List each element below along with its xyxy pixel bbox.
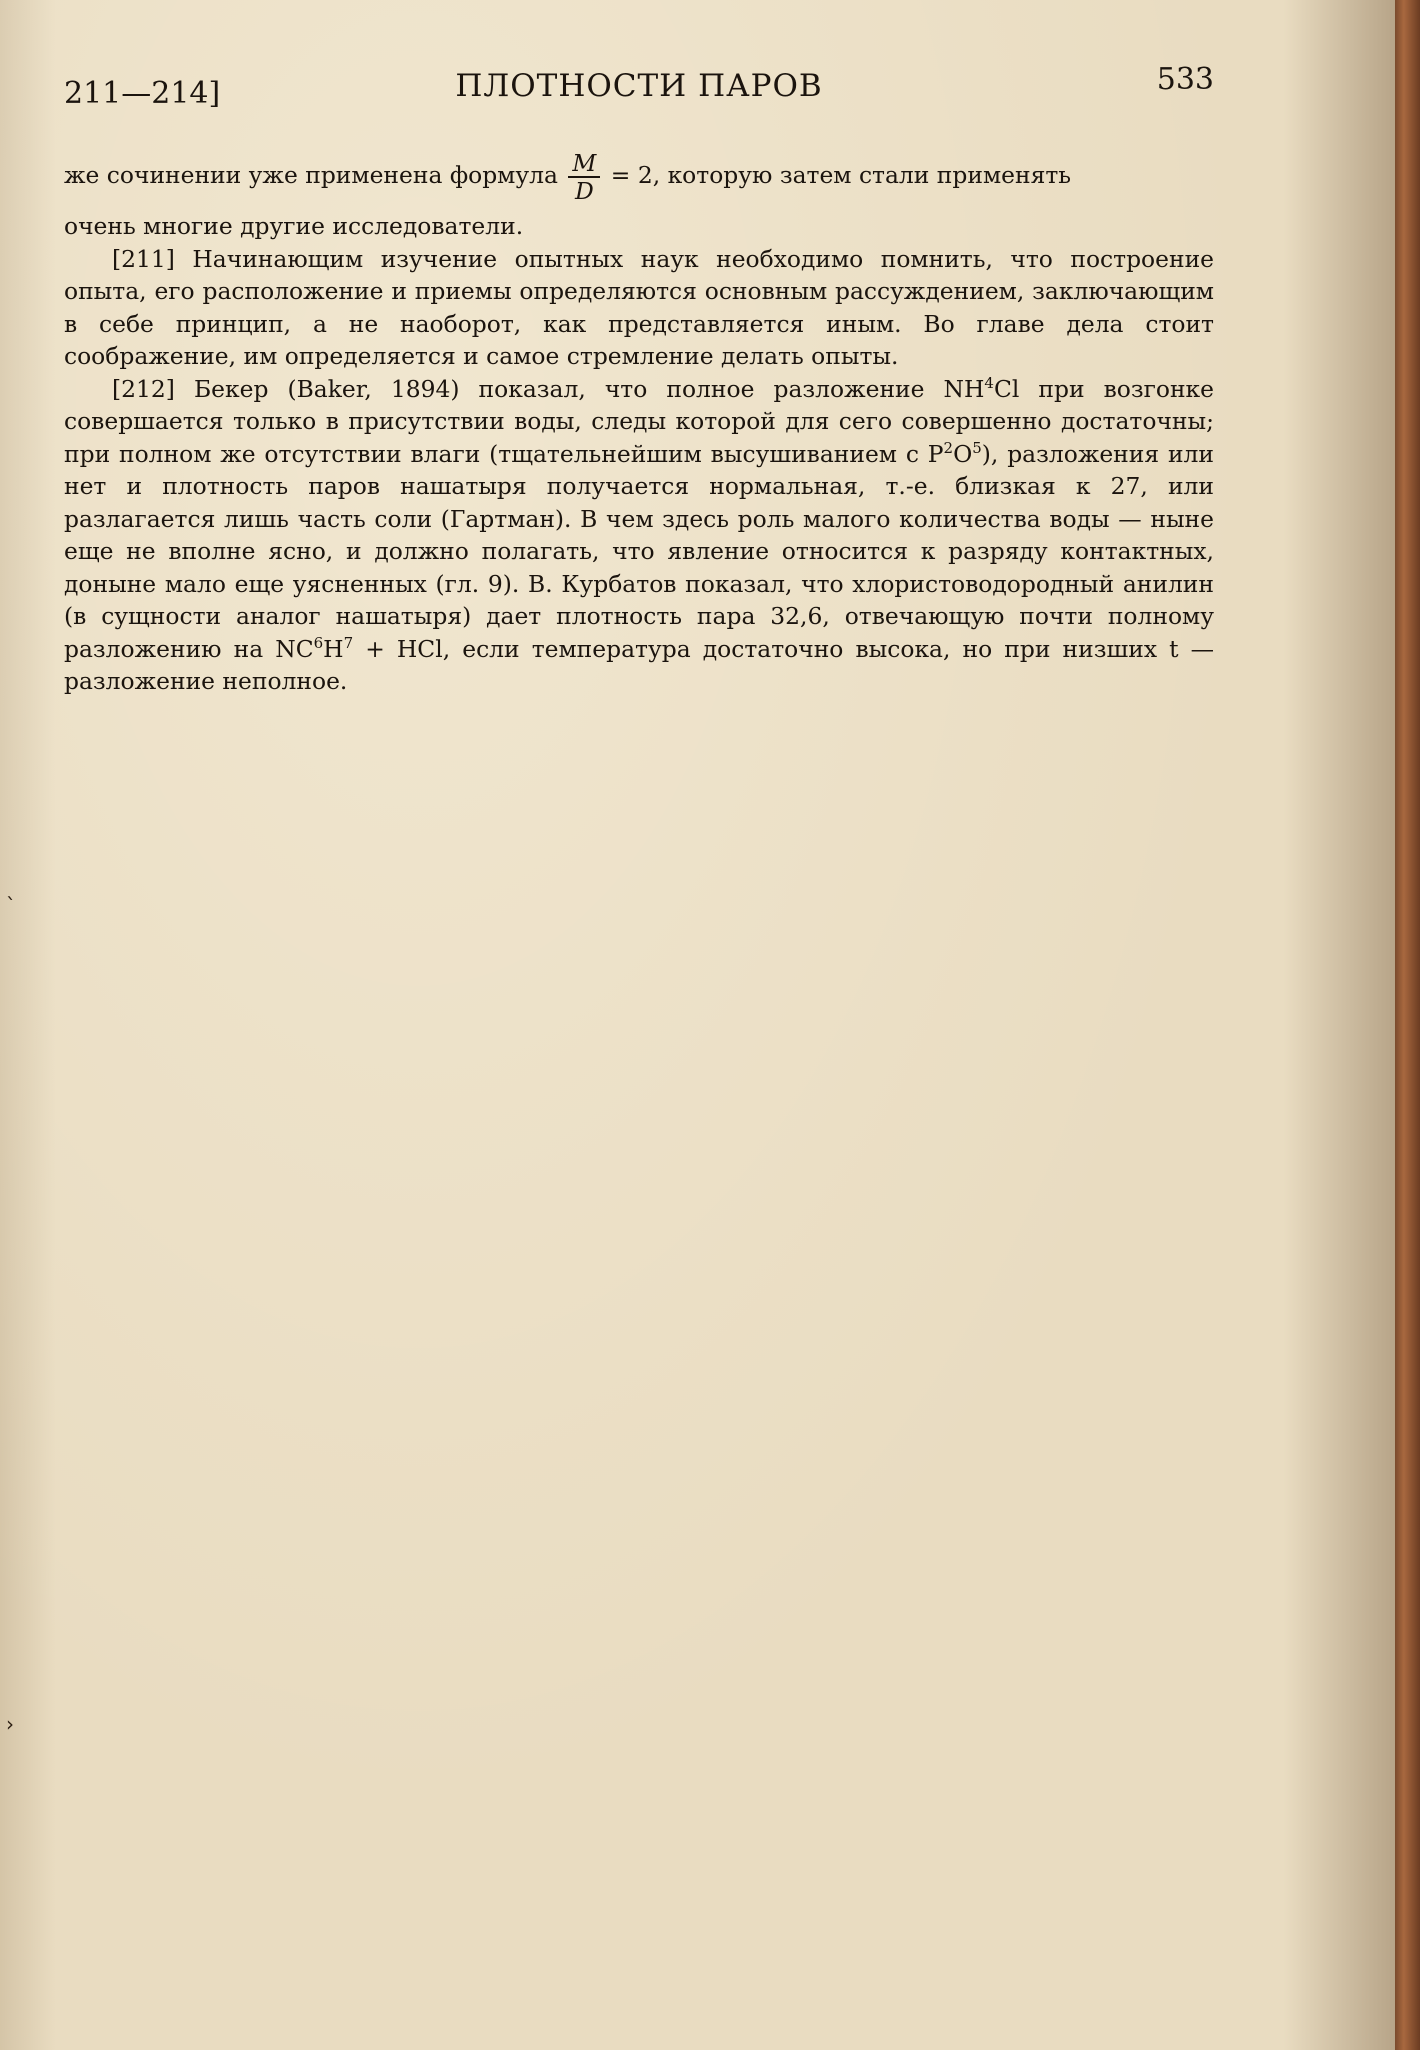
p212-text: H xyxy=(323,634,344,663)
page-header xyxy=(64,62,1214,112)
book-binding xyxy=(1395,0,1420,2050)
p212-sup: 2 xyxy=(943,438,954,457)
intro-text-after: = 2, которую затем стали применять xyxy=(610,161,1072,189)
p212-text: [212] Бекер (Baker, 1894) показал, что полное разложение NH xyxy=(112,374,985,403)
formula-denominator: D xyxy=(574,176,594,205)
page-body xyxy=(64,140,1214,698)
formula-numerator: M xyxy=(568,150,600,178)
intro-line-1 xyxy=(64,140,1214,210)
intro-line-2: очень многие другие исследователи. xyxy=(64,212,524,240)
page-number: 533 xyxy=(1156,62,1214,97)
p212-sup: 5 xyxy=(972,438,982,457)
formula-fraction xyxy=(568,150,600,204)
running-title: ПЛОТНОСТИ ПАРОВ xyxy=(455,68,823,104)
p212-sup: 4 xyxy=(984,373,994,392)
p212-sup: 6 xyxy=(313,633,324,652)
intro-text-before: же сочинении уже применена формула xyxy=(64,161,558,189)
paragraph-212 xyxy=(64,373,1214,698)
section-range: 211—214] xyxy=(64,76,221,111)
p212-text: Cl при возгонке совершается только в присутствии воды, следы которой для сего совершенно достаточны; при полном же отсутствии влаги (тщательнейшим высушиванием с P xyxy=(64,374,1214,468)
margin-mark-icon: › xyxy=(6,1712,14,1736)
p212-text: O xyxy=(953,439,973,468)
p212-text: + HCl, если температура достаточно высока, но при низших t — разложение неполное. xyxy=(64,634,1214,695)
p212-text: ), разложения или нет и плотность паров нашатыря получается нормальная, т.-е. близкая к 27, или разлагается лишь часть соли (Гартман). В чем здесь роль малого количества воды — ныне еще не вполне ясно, и должно полагать, что явление относится к разряду контактных, доныне мало еще уясненных (гл. 9). В. Курбатов показал, что хлористоводородный анилин (в сущности аналог нашатыря) дает плотность пара 32,6, отвечающую почти полному разложению на NC xyxy=(64,439,1214,663)
paragraph-211: [211] Начинающим изучение опытных наук необходимо помнить, что построение опыта, его расположение и приемы определяются основным рассуждением, заключающим в себе принцип, а не наоборот, как представляется иным. Во главе дела стоит соображение, им определяется и самое стремление делать опыты. xyxy=(64,244,1214,370)
margin-mark-icon: ˎ xyxy=(6,876,16,900)
p212-sup: 7 xyxy=(343,633,354,652)
